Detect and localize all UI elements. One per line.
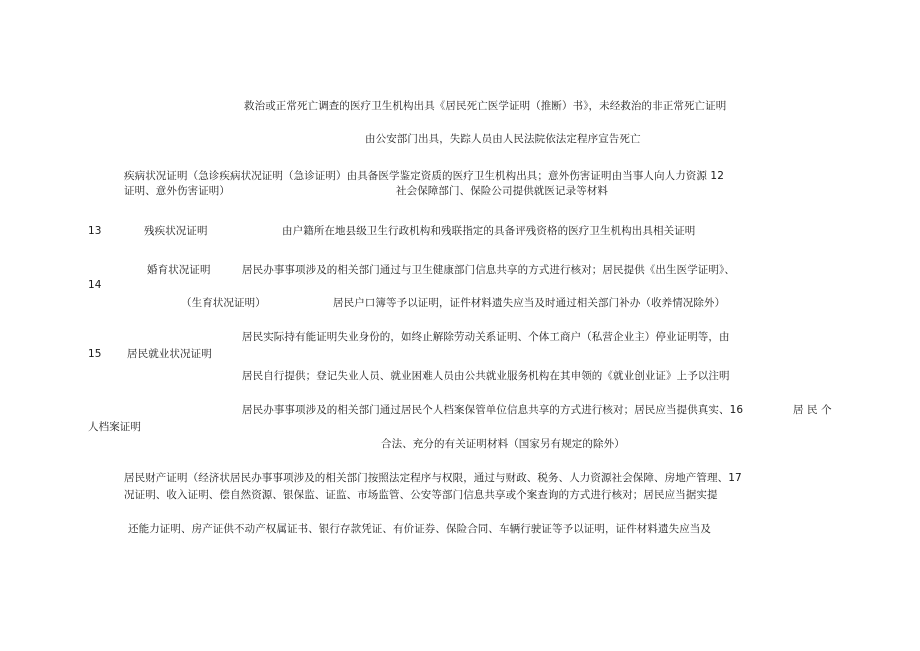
item-name-personal-file: 人档案证明 (88, 421, 141, 433)
item-desc-marriage: 居民办事事项涉及的相关部门通过与卫生健康部门信息共享的方式进行核对；居民提供《出生医学证明》、 (242, 264, 735, 276)
text-line-accident-certificate: 证明、意外伤害证明） (124, 185, 230, 197)
item-desc-personal-file: 居民办事事项涉及的相关部门通过居民个人档案保管单位信息共享的方式进行核对；居民应当提供真实、16 (242, 404, 744, 416)
item-desc-household-register: 居民户口簿等予以证明，证件材料遗失应当及时通过相关部门补办（收养情况除外） (333, 297, 726, 309)
item-desc-disability: 由户籍所在地县级卫生行政机构和残联指定的具备评残资格的医疗卫生机构出具相关证明 (282, 225, 696, 237)
row-number-14: 14 (88, 279, 102, 291)
item-name-marriage: 婚育状况证明 (147, 264, 211, 276)
item-name-personal-file-part: 居 民 个 (793, 404, 832, 416)
item-name-fertility: （生育状况证明） (181, 297, 266, 309)
text-line-death-certificate: 救治或正常死亡调查的医疗卫生机构出具《居民死亡医学证明（推断）书》，未经救治的非正常死亡证明 (244, 100, 727, 112)
item-desc-property-2: 况证明、收入证明、偿自然资源、银保监、证监、市场监管、公安等部门信息共享或个案查询的方式进行核对；居民应当据实提 (124, 489, 718, 501)
item-desc-property-3: 还能力证明、房产证供不动产权属证书、银行存款凭证、有价证券、保险合同、车辆行驶证等予以证明，证件材料遗失应当及 (128, 523, 711, 535)
text-line-social-security: 社会保障部门、保险公司提供就医记录等材料 (396, 185, 608, 197)
item-name-disability: 残疾状况证明 (144, 225, 208, 237)
text-line-illness-certificate: 疾病状况证明（急诊疾病状况证明（急诊证明）由具备医学鉴定资质的医疗卫生机构出具；意外伤害证明由当事人向人力资源 12 (124, 170, 724, 182)
text-line-missing-person: 由公安部门出具，失踪人员由人民法院依法定程序宣告死亡 (365, 133, 641, 145)
item-name-employment: 居民就业状况证明 (127, 348, 212, 360)
item-desc-employment-card: 居民自行提供；登记失业人员、就业困难人员由公共就业服务机构在其申领的《就业创业证》上予以注明 (242, 370, 730, 382)
row-number-15: 15 (88, 348, 102, 360)
row-number-13: 13 (88, 225, 102, 237)
item-desc-property-1: 居民财产证明（经济状居民办事事项涉及的相关部门按照法定程序与权限，通过与财政、税务、人力资源社会保障、房地产管理、17 (124, 472, 742, 484)
item-desc-unemployment: 居民实际持有能证明失业身份的，如终止解除劳动关系证明、个体工商户（私营企业主）停业证明等，由 (242, 331, 730, 343)
item-desc-legal-materials: 合法、充分的有关证明材料（国家另有规定的除外） (381, 438, 625, 450)
